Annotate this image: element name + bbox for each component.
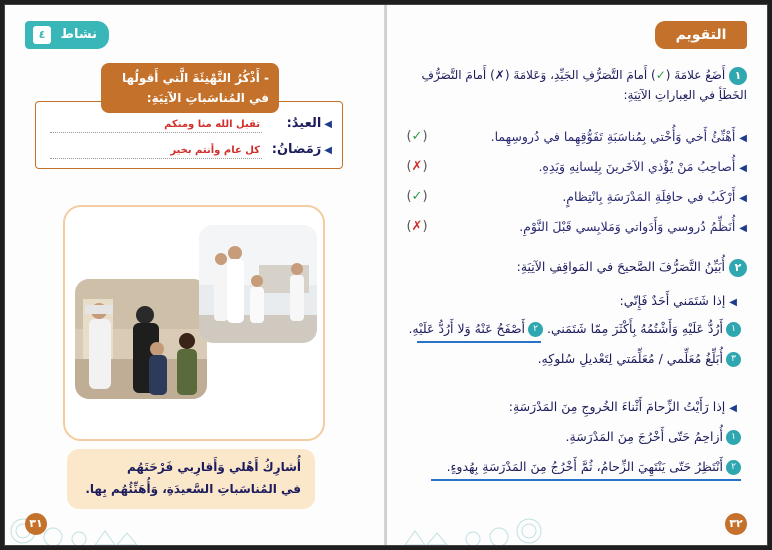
statement-item: ◀أَهْنِّئُ أَخي وَأُخْتي بِمُناسَبَةِ تَفَوُّقِهِما في دُروسِهِما. (✓) <box>397 123 747 153</box>
option-number: ٣ <box>726 352 741 367</box>
check-icon: ✓ <box>411 129 423 144</box>
caption-box <box>67 449 315 509</box>
question-number: ١ <box>729 67 747 85</box>
greeting-row-eid <box>42 116 332 138</box>
answer-mark: (✓) <box>406 189 428 204</box>
scenario-1-head: ◀إذا شَتَمَني أَحَدٌ فَإِنّي: <box>619 293 737 308</box>
option-number: ١ <box>726 430 741 445</box>
answer-mark: (✗) <box>406 219 428 234</box>
bullet-icon: ◀ <box>324 145 332 156</box>
occasion-label: ◀العيدُ: <box>286 116 332 131</box>
photo-frame <box>63 205 325 441</box>
question-2: ٢ أُبَيِّنُ التَّصَرُّفَ الصَّحيحَ في المَواقِفِ الآتِيَةِ: <box>402 257 747 277</box>
answer-mark: (✗) <box>406 159 428 174</box>
statement-item: ◀أَرْكَبُ في حافِلَةِ المَدْرَسَةِ بِانْتِظامٍ. (✓) <box>397 183 747 213</box>
scenario-2-option-1: ١أُزاحِمُ حَتّى أَخْرُجَ مِنَ المَدْرَسَةِ. <box>401 427 741 447</box>
correct-option: أَنْتَظِرُ حَتّى يَنْتَهِيَ الزِّحامُ، ثُمَّ أَخْرُجُ مِنَ المَدْرَسَةِ بِهُدوءٍ. <box>446 459 723 474</box>
option-number: ٢ <box>528 322 543 337</box>
ornament-pattern-icon <box>397 511 547 545</box>
bullet-icon: ◀ <box>324 119 332 130</box>
answer-line <box>50 132 262 133</box>
correct-option: أَصْفَحُ عَنْهُ وَلا أَرُدُّ عَلَيْهِ. <box>408 321 526 336</box>
question-number: ٢ <box>729 259 747 277</box>
scenario-2-head: ◀إذا رَأَيْتُ الزِّحامَ أَثْناءَ الخُروجِ مِنَ المَدْرَسَةِ: <box>508 399 737 414</box>
greeting-answer: تقبل الله منا ومنكم <box>164 119 260 130</box>
check-icon: ✓ <box>411 189 423 204</box>
bullet-icon: ◀ <box>739 133 747 144</box>
occasion-label: ◀رَمَضانُ: <box>271 142 332 157</box>
answer-underline <box>417 341 541 343</box>
option-number: ٢ <box>726 460 741 475</box>
cross-icon: ✗ <box>411 159 423 174</box>
activity-tab <box>25 21 109 49</box>
activity-label: نشاط <box>60 27 97 42</box>
section-tab: التقويم <box>655 21 747 49</box>
family-photo-icon <box>75 279 207 399</box>
answer-underline <box>431 479 741 481</box>
cross-icon: ✗ <box>411 219 423 234</box>
bullet-icon: ◀ <box>729 297 737 308</box>
option-number: ١ <box>726 322 741 337</box>
scenario-1-option-3: ٣أُبَلِّغُ مُعَلِّمي / مُعَلِّمَتي لِتَعْديلِ سُلوكِهِ. <box>401 349 741 369</box>
page-number: ٣٢ <box>725 513 747 535</box>
bullet-icon: ◀ <box>739 163 747 174</box>
caption-line-1: أُشارِكُ أَهْلي وَأَقارِبي فَرْحَتَهُم <box>126 460 301 474</box>
activity-prompt: - أَذْكُرُ التَّهْنِئَةَ الَّتي أَقولُها في المُناسَباتِ الآتِيَةِ: <box>101 63 279 113</box>
bullet-icon: ◀ <box>739 193 747 204</box>
statement-list <box>397 123 747 243</box>
scenario-2-option-2 <box>401 457 741 477</box>
question-1: ١ أَضَعُ علامَةَ (✓) أَمامَ التَّصَرُّفِ الجَيِّدِ، وَعَلامَةَ (✗) أَمامَ التَّصَرُّفِ الخَطَأِ في العِباراتِ الآتِيَةِ: <box>421 68 747 102</box>
statement-item: ◀أُنَظِّمُ دُروسي وَأَدَواتي وَمَلابِسي قَبْلَ النَّوْمِ. (✗) <box>397 213 747 243</box>
caption-line-2: في المُناسَباتِ السَّعيدَةِ، وَأُهَنِّئُهُم بِها. <box>85 482 301 496</box>
bullet-icon: ◀ <box>739 223 747 234</box>
right-page <box>387 5 767 545</box>
activity-number: ٤ <box>33 26 51 44</box>
answer-line <box>50 158 262 159</box>
answer-mark: (✓) <box>406 129 428 144</box>
cross-icon: ✗ <box>494 68 505 82</box>
page-number: ٣١ <box>25 513 47 535</box>
scenario-1-options-row: ١أَرُدُّ عَلَيْهِ وَأَشْتُمُهُ بِأَكْثَرَ مِمّا شَتَمَني. ٢أَصْفَحُ عَنْهُ وَلا أَرُدُّ عَلَيْهِ. <box>401 319 741 339</box>
bullet-icon: ◀ <box>729 403 737 414</box>
check-icon: ✓ <box>655 68 666 82</box>
statement-item: ◀أُصاحِبُ مَنْ يُؤْذي الآخَرينَ بِلِسانِهِ وَيَدِهِ. (✗) <box>397 153 747 183</box>
textbook-spread <box>4 4 768 546</box>
left-page <box>5 5 385 545</box>
greeting-photo-icon <box>199 225 317 343</box>
greeting-answer: كل عام وأنتم بخير <box>170 145 260 156</box>
greeting-row-ramadan <box>42 142 332 164</box>
